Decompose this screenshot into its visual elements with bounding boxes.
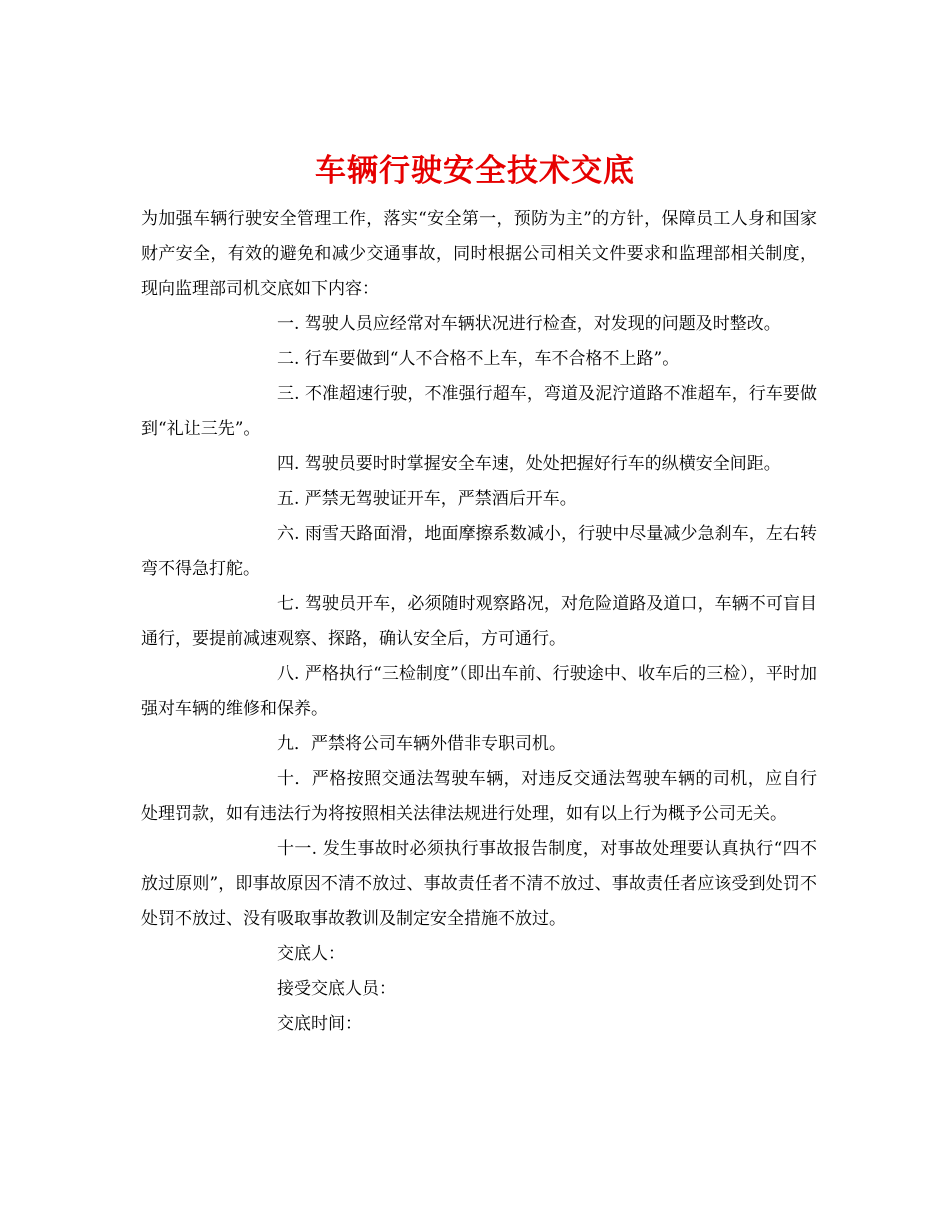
document-body <box>141 202 817 1042</box>
item-11: 十一. 发生事故时必须执行事故报告制度，对事故处理要认真执行“四不放过原则”，即事故原因不清不放过、事故责任者不清不放过、事故责任者应该受到处罚不处罚不放过、没有吸取事故教训及制定安全措施不放过。 <box>141 839 817 929</box>
document-title: 车辆行驶安全技术交底 <box>315 152 635 189</box>
item-4: 四. 驾驶员要时时掌握安全车速，处处把握好行车的纵横安全间距。 <box>277 454 781 474</box>
item-10: 十．严格按照交通法驾驶车辆，对违反交通法驾驶车辆的司机，应自行处理罚款，如有违法行为将按照相关法律法规进行处理，如有以上行为概予公司无关。 <box>141 769 817 824</box>
item-3: 三. 不准超速行驶，不准强行超车，弯道及泥泞道路不准超车，行车要做到“礼让三先”。 <box>141 384 817 439</box>
item-6: 六. 雨雪天路面滑，地面摩擦系数减小，行驶中尽量减少急刹车，左右转弯不得急打舵。 <box>141 524 817 579</box>
sign-recipients: 接受交底人员： <box>277 979 396 999</box>
item-2: 二. 行车要做到“人不合格不上车，车不合格不上路”。 <box>277 349 680 369</box>
sign-discloser: 交底人： <box>277 944 345 964</box>
item-9: 九．严禁将公司车辆外借非专职司机。 <box>277 734 566 754</box>
item-7: 七. 驾驶员开车，必须随时观察路况，对危险道路及道口，车辆不可盲目通行，要提前减速观察、探路，确认安全后，方可通行。 <box>141 594 817 649</box>
sign-time: 交底时间： <box>277 1014 362 1034</box>
item-1: 一. 驾驶人员应经常对车辆状况进行检查，对发现的问题及时整改。 <box>277 314 781 334</box>
item-5: 五. 严禁无驾驶证开车，严禁酒后开车。 <box>277 489 577 509</box>
intro-paragraph: 为加强车辆行驶安全管理工作，落实“安全第一，预防为主”的方针，保障员工人身和国家财产安全，有效的避免和减少交通事故，同时根据公司相关文件要求和监理部相关制度，现向监理部司机交底如下内容： <box>141 209 817 299</box>
item-8: 八. 严格执行“三检制度”（即出车前、行驶途中、收车后的三检），平时加强对车辆的维修和保养。 <box>141 664 817 719</box>
